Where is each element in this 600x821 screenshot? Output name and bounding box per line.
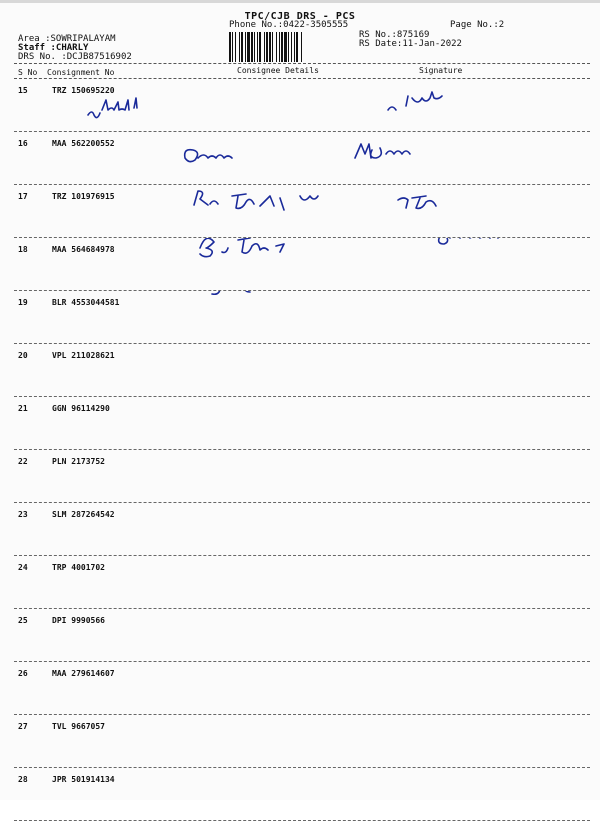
row-serial-number: 27 xyxy=(18,722,28,731)
row-serial-number: 17 xyxy=(18,192,28,201)
row-consignment-number: JPR 501914134 xyxy=(52,775,115,784)
document-title: TPC/CJB DRS - PCS xyxy=(244,11,356,22)
table-row xyxy=(0,768,600,821)
table-row xyxy=(0,662,600,715)
handwriting xyxy=(0,397,600,450)
rs-number: RS No.:875169 xyxy=(359,30,430,40)
column-header-details: Consignee Details xyxy=(237,66,319,75)
barcode xyxy=(229,32,351,62)
staff-label: Staff :CHARLY xyxy=(18,43,89,53)
row-consignment-number: PLN 2173752 xyxy=(52,457,105,466)
handwriting xyxy=(0,768,600,821)
row-serial-number: 21 xyxy=(18,404,28,413)
row-consignment-number: TRZ 150695220 xyxy=(52,86,115,95)
phone-number: Phone No.:0422-3505555 xyxy=(229,20,349,30)
row-consignment-number: SLM 287264542 xyxy=(52,510,115,519)
handwritten-consignee-name xyxy=(194,191,318,210)
table-row xyxy=(0,503,600,556)
handwriting xyxy=(0,238,600,291)
row-consignment-number: BLR 4553044581 xyxy=(52,298,120,307)
handwriting xyxy=(0,662,600,715)
column-header-consignment: Consignment No xyxy=(47,68,115,77)
table-row xyxy=(0,715,600,768)
row-consignment-number: MAA 564684978 xyxy=(52,245,115,254)
handwriting xyxy=(0,609,600,662)
row-consignment-number: MAA 279614607 xyxy=(52,669,115,678)
scan-edge xyxy=(0,0,600,3)
row-serial-number: 19 xyxy=(18,298,28,307)
row-serial-number: 15 xyxy=(18,86,28,95)
table-row xyxy=(0,397,600,450)
handwritten-consignee-name xyxy=(88,98,137,118)
handwritten-consignee-name xyxy=(200,238,284,257)
rs-date: RS Date:11-Jan-2022 xyxy=(359,39,462,49)
table-row xyxy=(0,450,600,503)
table-row xyxy=(0,344,600,397)
handwriting xyxy=(0,556,600,609)
row-serial-number: 28 xyxy=(18,775,28,784)
row-serial-number: 24 xyxy=(18,563,28,572)
page-number: Page No.:2 xyxy=(450,20,505,30)
column-header-signature: Signature xyxy=(419,66,463,75)
row-consignment-number: DPI 9990566 xyxy=(52,616,105,625)
row-serial-number: 22 xyxy=(18,457,28,466)
handwriting xyxy=(0,185,600,238)
row-serial-number: 25 xyxy=(18,616,28,625)
row-serial-number: 18 xyxy=(18,245,28,254)
handwriting xyxy=(0,450,600,503)
row-serial-number: 23 xyxy=(18,510,28,519)
handwritten-signature xyxy=(388,92,442,110)
table-row xyxy=(0,79,600,132)
row-consignment-number: TVL 9667057 xyxy=(52,722,105,731)
header-divider xyxy=(14,63,590,64)
handwriting xyxy=(0,344,600,397)
table-row xyxy=(0,291,600,344)
handwriting xyxy=(0,715,600,768)
handwriting xyxy=(0,79,600,132)
handwritten-consignee-name xyxy=(212,291,318,294)
handwritten-signature xyxy=(439,238,498,244)
table-row xyxy=(0,609,600,662)
handwritten-consignee-name xyxy=(185,150,232,162)
table-row xyxy=(0,238,600,291)
row-consignment-number: TRZ 101976915 xyxy=(52,192,115,201)
row-consignment-number: MAA 562200552 xyxy=(52,139,115,148)
handwriting xyxy=(0,503,600,556)
handwritten-signature xyxy=(398,196,436,208)
handwriting xyxy=(0,132,600,185)
row-consignment-number: VPL 211028621 xyxy=(52,351,115,360)
drs-number: DRS No. :DCJB87516902 xyxy=(18,52,132,62)
column-header-sno: S No xyxy=(18,68,38,77)
row-consignment-number: TRP 4001702 xyxy=(52,563,105,572)
row-serial-number: 16 xyxy=(18,139,28,148)
row-serial-number: 26 xyxy=(18,669,28,678)
table-row xyxy=(0,132,600,185)
table-row xyxy=(0,185,600,238)
row-serial-number: 20 xyxy=(18,351,28,360)
row-consignment-number: GGN 96114290 xyxy=(52,404,110,413)
handwritten-signature xyxy=(355,144,410,158)
area-label: Area :SOWRIPALAYAM xyxy=(18,34,116,44)
table-row xyxy=(0,556,600,609)
handwriting xyxy=(0,291,600,344)
